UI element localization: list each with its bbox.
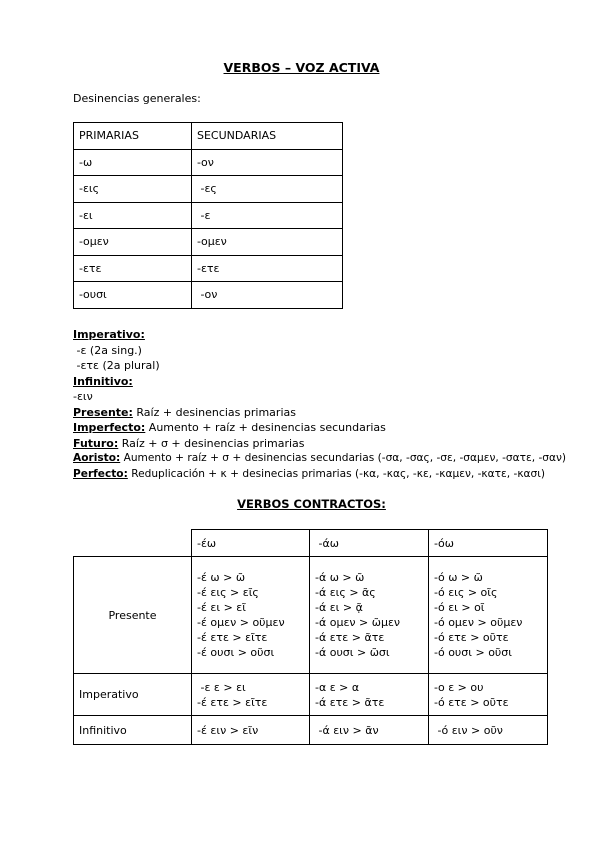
- tense-label: Perfecto:: [73, 467, 128, 480]
- tense-aoristo: [73, 451, 566, 467]
- imperativo-line: -ε (2a sing.): [73, 343, 142, 357]
- tense-futuro: [73, 436, 566, 452]
- header-primarias: PRIMARIAS: [74, 123, 192, 150]
- form-line: -έ ω > ῶ: [197, 571, 246, 584]
- form-line: -ό εις > οῖς: [434, 586, 498, 599]
- infinitivo-ow-cell: [429, 716, 548, 745]
- form-line: -ά ειν > ᾶν: [315, 723, 379, 737]
- tense-text: Aumento + raíz + desinencias secundarias: [145, 421, 386, 434]
- secondary-ending: -ομεν: [192, 229, 343, 256]
- subtitle: Desinencias generales:: [73, 92, 201, 105]
- endings-table: [73, 122, 343, 309]
- form-line: -έ ουσι > οῦσι: [197, 646, 275, 659]
- tense-text: Raíz + σ + desinencias primarias: [118, 436, 305, 450]
- tense-text: Raíz + desinencias primarias: [132, 405, 296, 419]
- form-line: -ό ουσι > οῦσι: [434, 646, 512, 659]
- infinitivo-line: -ειν: [73, 390, 93, 403]
- row-label: Presente: [74, 557, 192, 674]
- tense-label: Futuro:: [73, 436, 119, 450]
- tense-text: Aumento + raíz + σ + desinencias secundarias (-σα, -σας, -σε, -σαμεν, -σατε, -σαν): [120, 452, 567, 464]
- tense-text: Reduplicación + κ + desinecias primarias (-κα, -κας, -κε, -καμεν, -κατε, -κασι): [127, 467, 545, 480]
- form-line: -ά ετε > ᾶτε: [315, 631, 385, 644]
- tense-label: Imperfecto:: [73, 421, 146, 434]
- header-secundarias: SECUNDARIAS: [192, 123, 343, 150]
- secondary-ending: -ε: [192, 202, 343, 229]
- header-ew: -έω: [192, 530, 310, 557]
- form-line: -ο ε > ου: [434, 680, 484, 694]
- form-line: -ά ετε > ᾶτε: [315, 695, 385, 709]
- primary-ending: -ετε: [74, 255, 192, 282]
- table-row: [74, 674, 548, 716]
- empty-corner: [74, 530, 192, 557]
- form-line: -ό ομεν > οῦμεν: [434, 616, 523, 629]
- header-ow: -όω: [429, 530, 548, 557]
- form-line: -ά ει > ᾷ: [315, 601, 363, 614]
- table-row: [74, 716, 548, 745]
- header-aw: -άω: [310, 530, 429, 557]
- table-row: [74, 149, 343, 176]
- form-line: -ά ομεν > ῶμεν: [315, 616, 401, 629]
- form-line: -ά εις > ᾶς: [315, 586, 376, 599]
- infinitivo-aw-cell: [310, 716, 429, 745]
- page-title: VERBOS – VOZ ACTIVA: [223, 60, 380, 75]
- contract-table: [73, 529, 548, 745]
- infinitivo-ew-cell: [192, 716, 310, 745]
- imperativo-label: Imperativo:: [73, 328, 145, 341]
- form-line: -ό ω > ῶ: [434, 571, 483, 584]
- tense-label: Presente:: [73, 405, 133, 419]
- primary-ending: -εις: [74, 176, 192, 203]
- form-line: -ό ετε > οῦτε: [434, 695, 509, 709]
- form-line: -ε ε > ει: [197, 680, 246, 694]
- imperativo-ew-cell: [192, 674, 310, 716]
- table-row: [74, 255, 343, 282]
- tense-perfecto: [73, 467, 566, 483]
- form-line: -ό ετε > οῦτε: [434, 631, 509, 644]
- form-line: -ά ουσι > ῶσι: [315, 646, 390, 659]
- tense-presente: [73, 405, 566, 421]
- form-line: -έ ειν > εῖν: [197, 723, 259, 737]
- primary-ending: -ουσι: [74, 282, 192, 309]
- primary-ending: -ομεν: [74, 229, 192, 256]
- imperativo-line: -ετε (2a plural): [73, 359, 160, 372]
- table-row: [74, 229, 343, 256]
- form-line: -ό ειν > οῦν: [434, 723, 503, 737]
- form-line: -ά ω > ῶ: [315, 571, 365, 584]
- secondary-ending: -ετε: [192, 255, 343, 282]
- infinitivo-label: Infinitivo:: [73, 374, 133, 388]
- presente-ew-cell: [192, 557, 310, 674]
- form-line: -ό ει > οῖ: [434, 601, 485, 614]
- table-header-row: [74, 530, 548, 557]
- form-line: -έ ετε > εῖτε: [197, 631, 268, 644]
- row-label: Imperativo: [74, 674, 192, 716]
- presente-ow-cell: [429, 557, 548, 674]
- secondary-ending: -ον: [192, 282, 343, 309]
- table-row: [74, 202, 343, 229]
- imperativo-aw-cell: [310, 674, 429, 716]
- primary-ending: -ω: [74, 149, 192, 176]
- form-line: -έ ει > εῖ: [197, 601, 246, 614]
- form-line: -έ ετε > εῖτε: [197, 695, 268, 709]
- table-row: [74, 557, 548, 674]
- table-row: [74, 176, 343, 203]
- secondary-ending: -ον: [192, 149, 343, 176]
- contract-title: VERBOS CONTRACTOS:: [237, 497, 386, 511]
- form-line: -έ ομεν > οῦμεν: [197, 616, 285, 629]
- table-row: [74, 282, 343, 309]
- tense-label: Aoristo:: [73, 452, 121, 464]
- table-header-row: [74, 123, 343, 150]
- secondary-ending: -ες: [192, 176, 343, 203]
- grammar-notes: [73, 327, 566, 482]
- form-line: -α ε > α: [315, 680, 360, 694]
- tense-imperfecto: [73, 420, 566, 436]
- form-line: -έ εις > εῖς: [197, 586, 259, 599]
- imperativo-ow-cell: [429, 674, 548, 716]
- row-label: Infinitivo: [74, 716, 192, 745]
- primary-ending: -ει: [74, 202, 192, 229]
- presente-aw-cell: [310, 557, 429, 674]
